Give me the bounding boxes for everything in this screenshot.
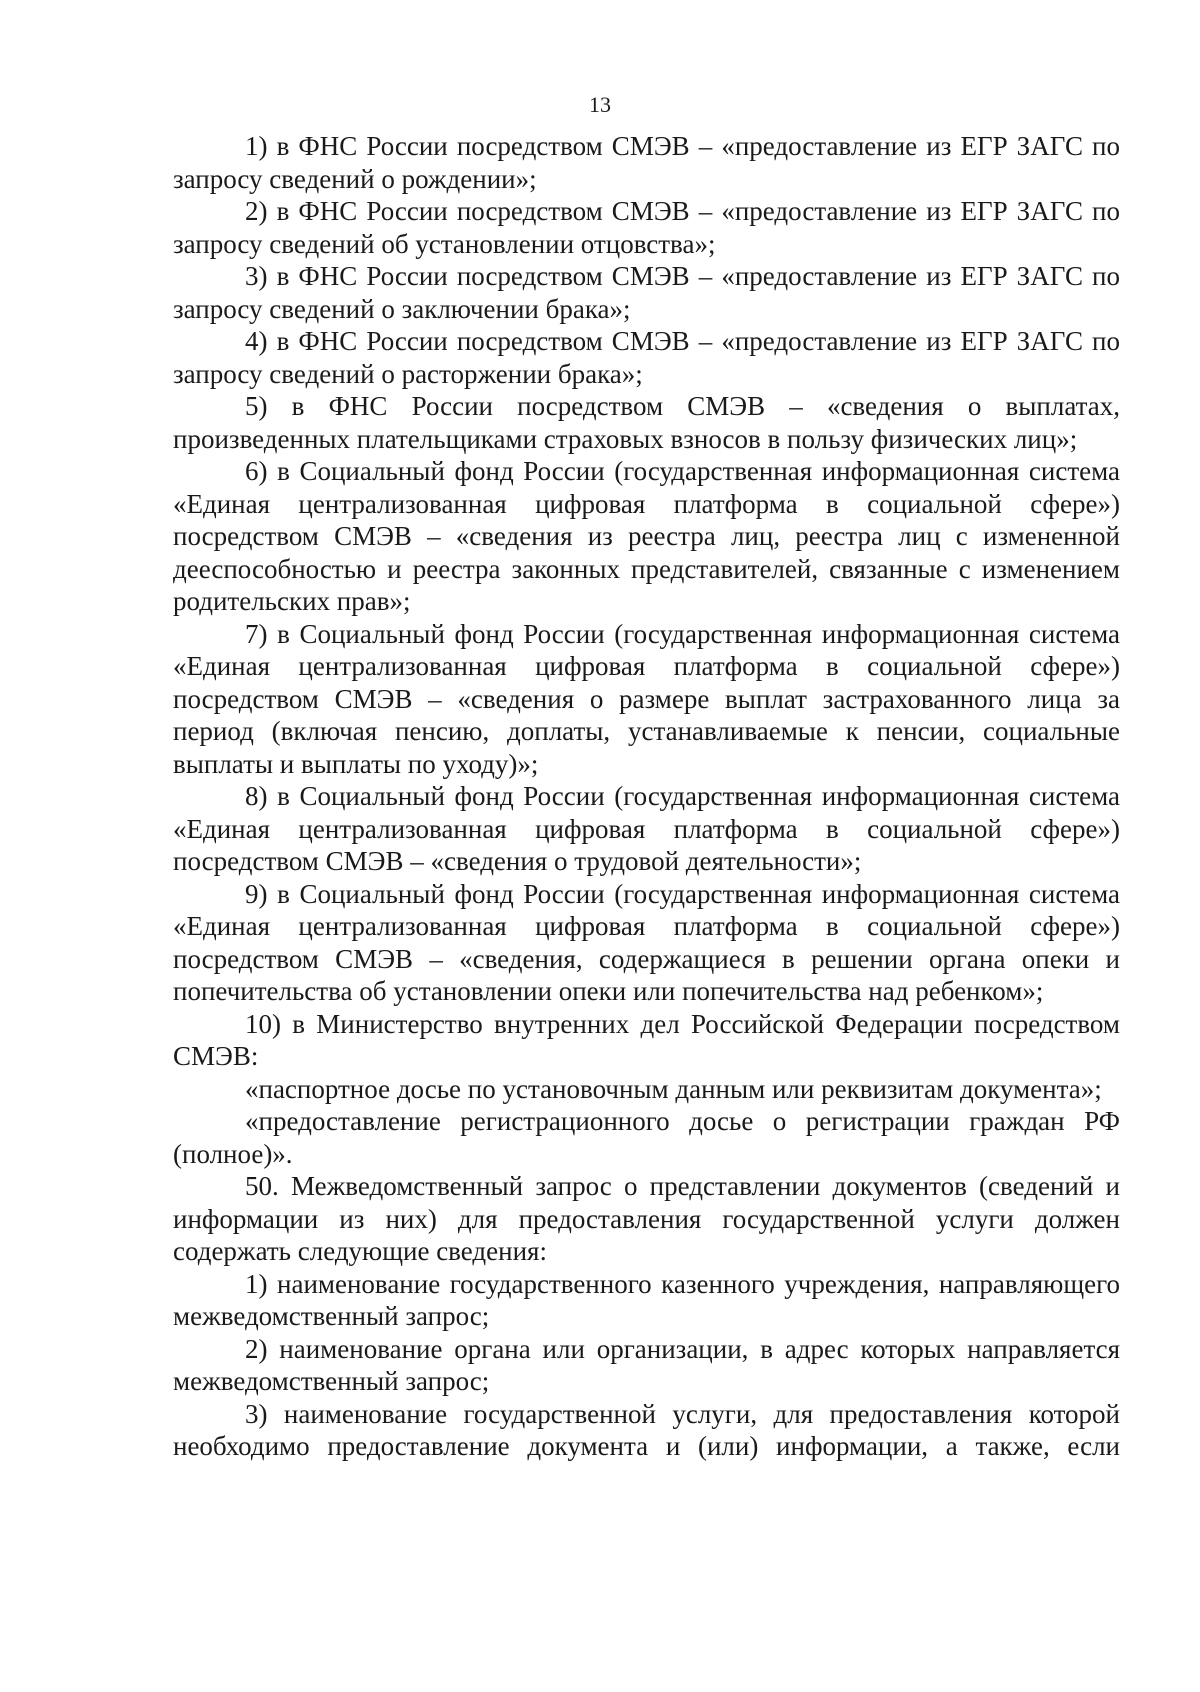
clause-50: 50. Межведомственный запрос о представлении документов (сведений и информации из них) для предоставления государственной услуги должен содержать следующие сведения: bbox=[173, 1171, 1120, 1266]
list-item-fns-marriage: 3) в ФНС России посредством СМЭВ – «предоставление из ЕГР ЗАГС по запросу сведений о заключении брака»; bbox=[173, 261, 1120, 324]
list-subitem-registration-dossier: «предоставление регистрационного досье о регистрации граждан РФ (полное)». bbox=[173, 1106, 1120, 1169]
document-body bbox=[173, 130, 1120, 1463]
list-subitem-passport-dossier: «паспортное досье по установочным данным или реквизитам документа»; bbox=[245, 1073, 1102, 1104]
list-item-fns-payments: 5) в ФНС России посредством СМЭВ – «сведения о выплатах, произведенных плательщиками страховых взносов в пользу физических лиц»; bbox=[173, 391, 1120, 454]
list-item-fns-paternity: 2) в ФНС России посредством СМЭВ – «предоставление из ЕГР ЗАГС по запросу сведений об установлении отцовства»; bbox=[173, 196, 1120, 259]
page-number: 13 bbox=[589, 92, 611, 117]
clause-50-item-1: 1) наименование государственного казенного учреждения, направляющего межведомственный запрос; bbox=[173, 1268, 1120, 1331]
list-item-sfr-payments: 7) в Социальный фонд России (государственная информационная система «Единая централизованная цифровая платформа в социальной сфере») посредством СМЭВ – «сведения о размере выплат застрахованного лица за период (включая пенсию, доплаты, устанавливаемые к пенсии, социальные выплаты и выплаты по уходу)»; bbox=[173, 618, 1120, 779]
list-item-fns-birth: 1) в ФНС России посредством СМЭВ – «предоставление из ЕГР ЗАГС по запросу сведений о рождении»; bbox=[173, 131, 1120, 194]
list-item-sfr-employment: 8) в Социальный фонд России (государственная информационная система «Единая централизованная цифровая платформа в социальной сфере») посредством СМЭВ – «сведения о трудовой деятельности»; bbox=[173, 781, 1120, 876]
list-item-fns-divorce: 4) в ФНС России посредством СМЭВ – «предоставление из ЕГР ЗАГС по запросу сведений о расторжении брака»; bbox=[173, 326, 1120, 389]
list-item-sfr-guardianship: 9) в Социальный фонд России (государственная информационная система «Единая централизованная цифровая платформа в социальной сфере») посредством СМЭВ – «сведения, содержащиеся в решении органа опеки и попечительства об установлении опеки или попечительства над ребенком»; bbox=[173, 878, 1120, 1006]
list-item-sfr-registry: 6) в Социальный фонд России (государственная информационная система «Единая централизованная цифровая платформа в социальной сфере») посредством СМЭВ – «сведения из реестра лиц, реестра лиц с измененной дееспособностью и реестра законных представителей, связанные с изменением родительских прав»; bbox=[173, 456, 1120, 616]
clause-50-item-2: 2) наименование органа или организации, в адрес которых направляется межведомственный запрос; bbox=[173, 1333, 1120, 1396]
clause-50-item-3: 3) наименование государственной услуги, для предоставления которой необходимо предоставление документа и (или) информации, а также, если bbox=[173, 1398, 1120, 1461]
list-item-mvd: 10) в Министерство внутренних дел Российской Федерации посредством СМЭВ: bbox=[173, 1008, 1120, 1071]
